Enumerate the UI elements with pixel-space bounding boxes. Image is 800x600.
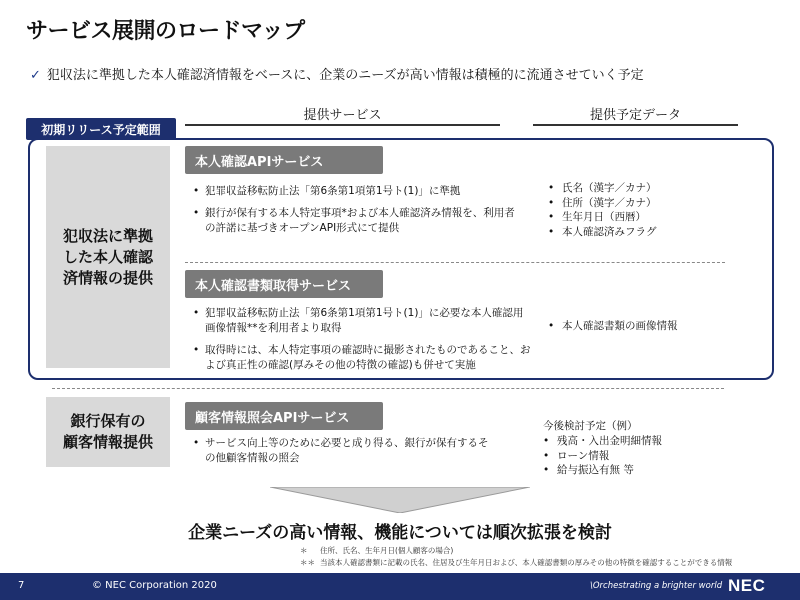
tagline: \Orchestrating a brighter world bbox=[590, 581, 723, 591]
id-document-bullets bbox=[193, 306, 533, 380]
subtitle bbox=[30, 64, 644, 83]
page-number: 7 bbox=[18, 580, 25, 591]
footnotes bbox=[300, 545, 732, 569]
list-item: • 銀行が保有する本人特定事項*および本人確認済み情報を、利用者の許諾に基づきオープンAPI形式にて提供 bbox=[193, 206, 523, 236]
section-label-identity bbox=[46, 146, 170, 368]
list-item: • 犯罪収益移転防止法「第6条第1項第1号ト(1)」に必要な本人確認用画像情報**を利用者より取得 bbox=[193, 306, 533, 336]
list-item: • 生年月日（西暦） bbox=[548, 210, 748, 225]
list-item: • 本人確認書類の画像情報 bbox=[548, 319, 748, 334]
identity-api-data-list bbox=[548, 181, 748, 239]
id-document-service-button[interactable]: 本人確認書類取得サービス bbox=[185, 270, 383, 298]
label-line: した本人確認 bbox=[62, 247, 153, 266]
initial-release-tag: 初期リリース予定範囲 bbox=[26, 118, 176, 140]
footnote-mark: ＊＊ bbox=[300, 558, 315, 567]
list-item: • 氏名（漢字／カナ） bbox=[548, 181, 748, 196]
identity-api-service-button[interactable]: 本人確認APIサービス bbox=[185, 146, 383, 174]
footnote bbox=[300, 545, 732, 557]
id-document-data-list bbox=[548, 319, 748, 334]
customer-info-bullets bbox=[193, 436, 493, 473]
column-underline-service bbox=[185, 124, 500, 126]
nec-logo: NEC bbox=[728, 576, 766, 595]
list-item: • 取得時には、本人特定事項の確認時に撮影されたものであること、および真正性の確認(厚みその他の特徴の確認)も併せて実施 bbox=[193, 343, 533, 373]
conclusion-text: 企業ニーズの高い情報、機能については順次拡張を検討 bbox=[188, 523, 612, 543]
dashed-divider bbox=[52, 388, 724, 389]
customer-info-api-service-button[interactable]: 顧客情報照会APIサービス bbox=[185, 402, 383, 430]
copyright: © NEC Corporation 2020 bbox=[92, 580, 217, 591]
column-header-data: 提供予定データ bbox=[589, 108, 681, 123]
section-label-bank-customer bbox=[46, 397, 170, 467]
list-item: • 本人確認済みフラグ bbox=[548, 225, 748, 240]
list-item: • ローン情報 bbox=[543, 449, 743, 464]
identity-api-bullets bbox=[193, 184, 523, 243]
label-line: 銀行保有の bbox=[70, 412, 146, 430]
list-item: • 犯罪収益移転防止法「第6条第1項第1号ト(1)」に準拠 bbox=[193, 184, 523, 199]
list-item: • サービス向上等のために必要と成り得る、銀行が保有するその他顧客情報の照会 bbox=[193, 436, 493, 466]
future-data-list bbox=[543, 434, 743, 478]
list-item: • 給与振込有無 等 bbox=[543, 463, 743, 478]
label-line: 犯収法に準拠 bbox=[62, 226, 153, 245]
page-title: サービス展開のロードマップ bbox=[26, 19, 305, 44]
subtitle-text: 犯収法に準拠した本人確認済情報をベースに、企業のニーズが高い情報は積極的に流通させていく予定 bbox=[46, 68, 644, 83]
future-heading: 今後検討予定（例） bbox=[543, 420, 638, 432]
footnote-text: 住所、氏名、生年月日(個人顧客の場合) bbox=[320, 546, 454, 555]
list-item: • 住所（漢字／カナ） bbox=[548, 196, 748, 211]
list-item: • 残高・入出金明細情報 bbox=[543, 434, 743, 449]
footnote-mark: ＊ bbox=[300, 546, 308, 555]
footer-bar bbox=[0, 573, 800, 600]
footnote bbox=[300, 557, 732, 569]
column-underline-data bbox=[533, 124, 738, 126]
label-line: 顧客情報提供 bbox=[62, 433, 153, 451]
footnote-text: 当該本人確認書類に記載の氏名、住居及び生年月日および、本人確認書類の厚みその他の特徴を確認することができる情報 bbox=[320, 558, 733, 567]
label-line: 済情報の提供 bbox=[62, 268, 153, 287]
column-header-service: 提供サービス bbox=[303, 108, 382, 123]
down-arrow-icon bbox=[270, 487, 530, 513]
check-icon: ✓ bbox=[30, 68, 41, 83]
dashed-divider bbox=[185, 262, 725, 263]
